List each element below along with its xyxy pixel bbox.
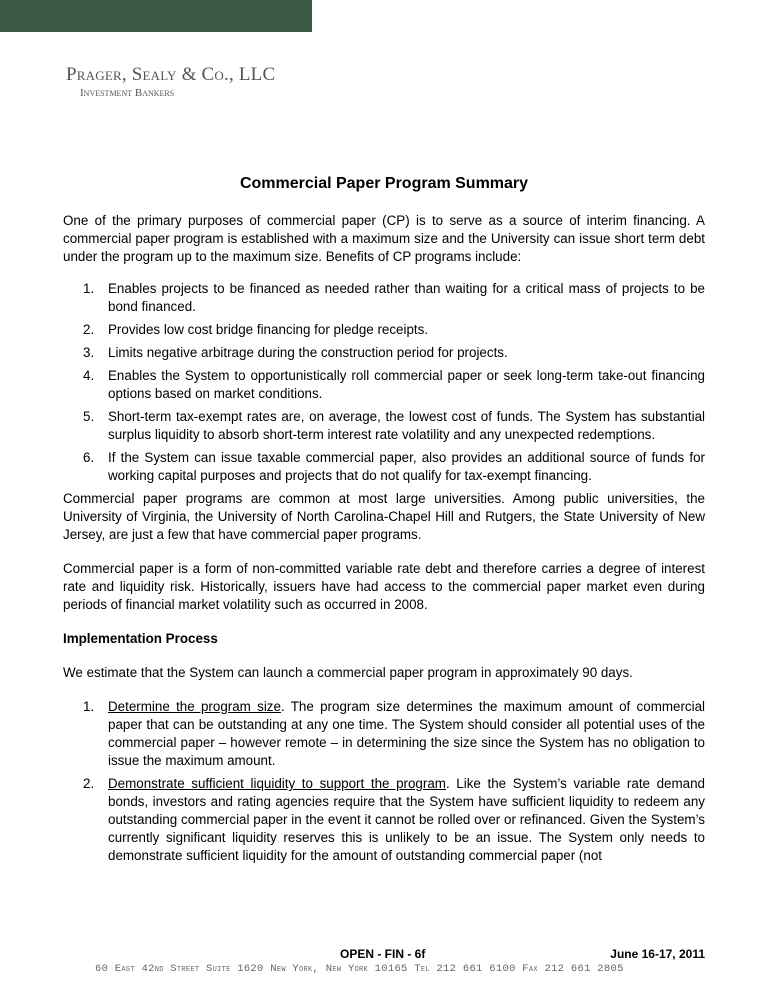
list-item <box>63 280 705 316</box>
benefits-list <box>63 280 705 485</box>
list-item <box>63 449 705 485</box>
list-text: Enables projects to be financed as needed rather than waiting for a critical mass of projects to be bond financed. <box>108 281 705 314</box>
step-text: . Like the System’s variable rate demand bonds, investors and rating agencies require that the System have sufficient liquidity to redeem any outstanding commercial paper in the event it cannot be rolled over or refinanced. Given the System’s currently significant liquidity reserves this is unlikely to be an issue. The System only needs to demonstrate sufficient liquidity for the amount of outstanding commercial paper (not <box>108 776 706 863</box>
list-text: Provides low cost bridge financing for pledge receipts. <box>108 322 429 337</box>
list-item <box>63 367 705 403</box>
footer-address: 60 East 42nd Street Suite 1620 New York, New York 10165 Tel 212 661 6100 Fax 212 661 2805 <box>95 963 624 975</box>
list-item <box>63 408 705 444</box>
list-number: 4. <box>83 368 95 383</box>
list-text: Short-term tax-exempt rates are, on average, the lowest cost of funds. The System has substantial surplus liquidity to absorb short-term interest rate volatility and any unexpected redemptions. <box>108 409 705 442</box>
document-title: Commercial Paper Program Summary <box>239 175 529 192</box>
list-text: Enables the System to opportunistically roll commercial paper or seek long-term take-out financing options based on market conditions. <box>108 368 705 401</box>
header-color-bar <box>0 0 312 32</box>
list-number: 6. <box>83 450 95 465</box>
footer-code: OPEN - FIN - 6f <box>340 947 426 961</box>
list-item <box>63 344 705 362</box>
step-title: Determine the program size <box>108 699 281 714</box>
steps-list <box>63 698 705 865</box>
step-title: Demonstrate sufficient liquidity to support the program <box>108 776 446 791</box>
universities-paragraph: Commercial paper programs are common at most large universities. Among public universities, the University of Virginia, the University of North Carolina-Chapel Hill and Rutgers, the State University of New Jersey, are just a few that have commercial paper programs. <box>63 491 705 542</box>
firm-name: Prager, Sealy & Co., LLC <box>66 64 276 85</box>
list-number: 1. <box>83 281 95 296</box>
document-body <box>63 174 705 870</box>
list-text: If the System can issue taxable commercial paper, also provides an additional source of funds for working capital purposes and projects that do not qualify for tax-exempt financing. <box>108 450 705 483</box>
firm-tagline: Investment Bankers <box>80 87 175 99</box>
implementation-heading: Implementation Process <box>63 631 218 646</box>
page-footer <box>63 947 705 963</box>
firm-logo <box>66 64 275 99</box>
list-text: Limits negative arbitrage during the construction period for projects. <box>108 345 508 360</box>
list-item <box>63 321 705 339</box>
list-number: 2. <box>83 776 95 791</box>
risk-paragraph: Commercial paper is a form of non-committed variable rate debt and therefore carries a degree of interest rate and liquidity risk. Historically, issuers have had access to the commercial paper market even during periods of financial market volatility such as occurred in 2008. <box>63 561 705 612</box>
footer-date: June 16-17, 2011 <box>610 947 705 961</box>
list-item <box>63 775 705 865</box>
intro-paragraph: One of the primary purposes of commercial paper (CP) is to serve as a source of interim financing. A commercial paper program is established with a maximum size and the University can issue short term debt under the program up to the maximum size. Benefits of CP programs include: <box>63 213 705 264</box>
step-text: . The program size determines the maximum amount of commercial paper that can be outstanding at any one time. The System should consider all potential uses of the commercial paper – however remote – in determining the size since the System has no obligation to issue the maximum amount. <box>108 699 705 768</box>
list-number: 5. <box>83 409 95 424</box>
implementation-intro: We estimate that the System can launch a commercial paper program in approximately 90 days. <box>63 665 633 680</box>
list-number: 3. <box>83 345 95 360</box>
list-number: 1. <box>83 699 95 714</box>
list-item <box>63 698 705 770</box>
list-number: 2. <box>83 322 95 337</box>
